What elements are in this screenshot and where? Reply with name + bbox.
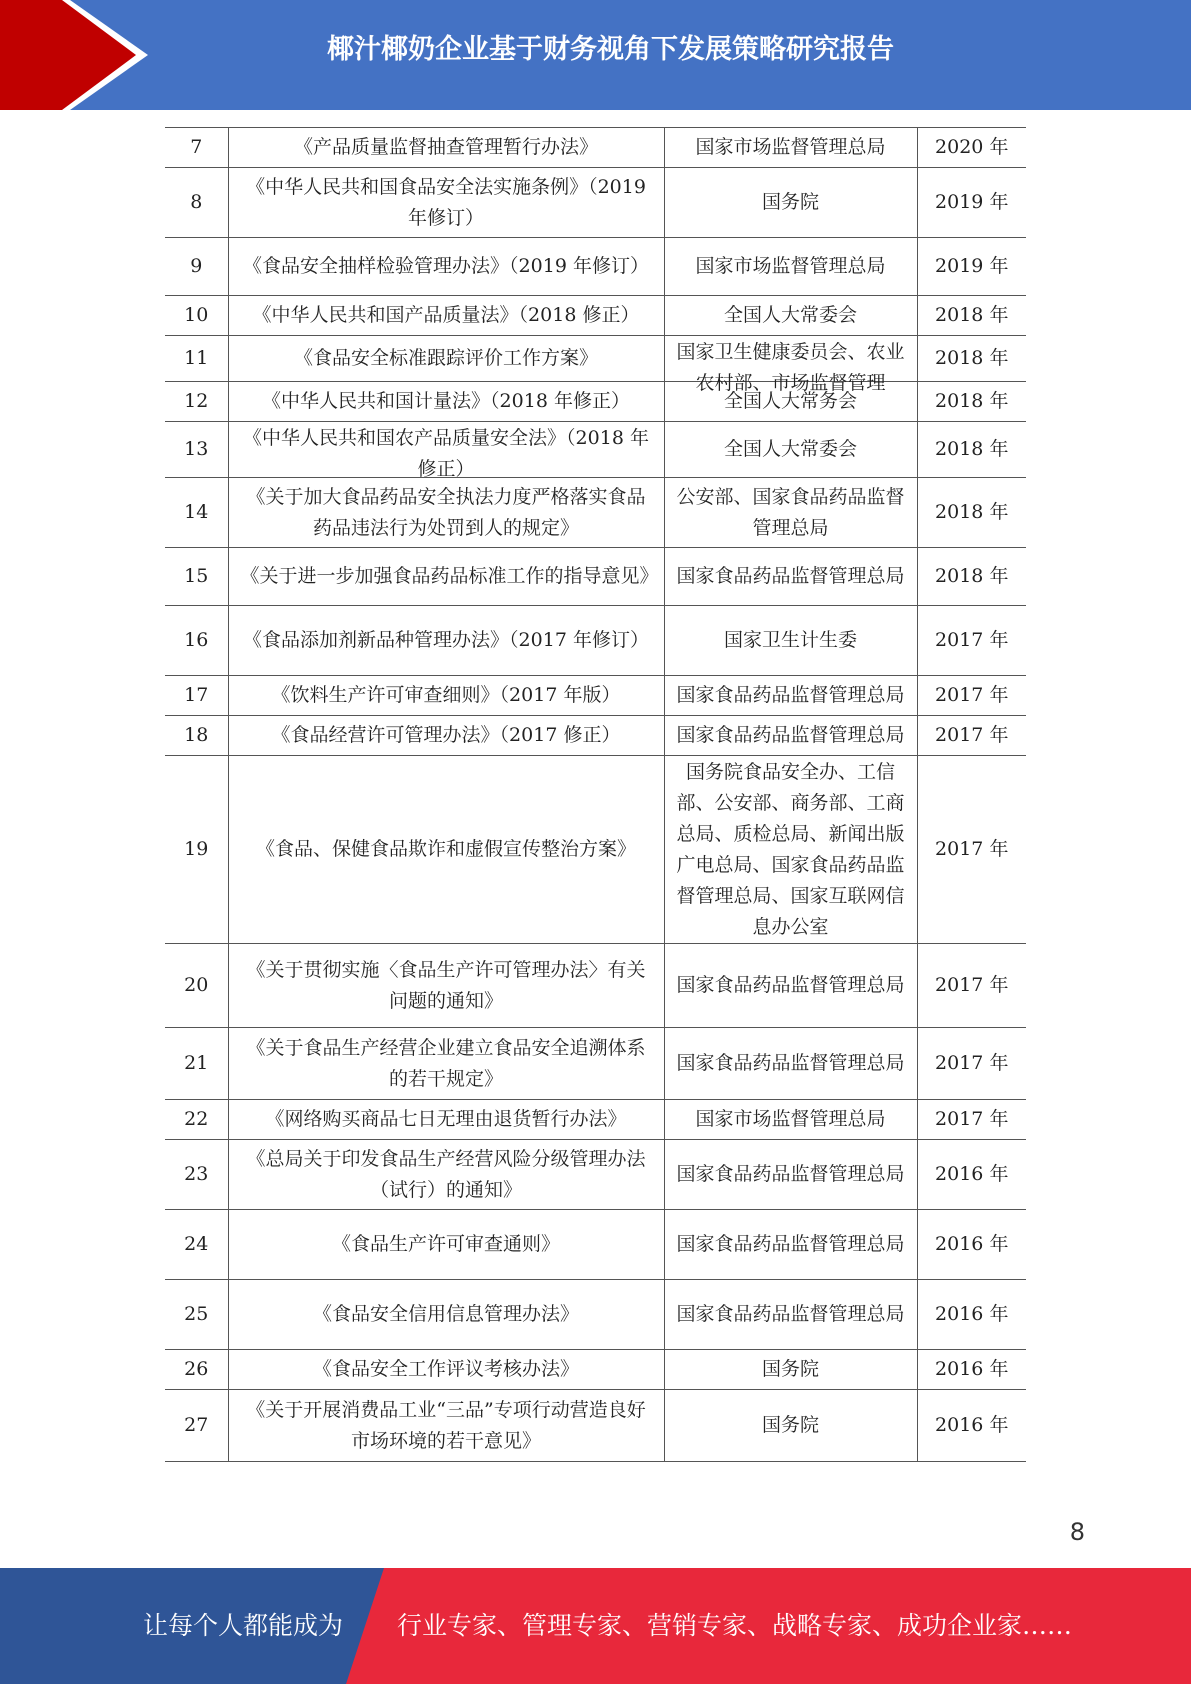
- regulation-name-cell: [228, 238, 664, 296]
- issuing-authority-cell-text: 国家食品药品监督管理总局: [676, 1233, 905, 1255]
- row-number-cell-text: 13: [184, 438, 209, 460]
- table-row: [165, 606, 1026, 676]
- issuing-authority-cell-text: 国务院: [761, 1414, 819, 1436]
- regulation-name-cell: [228, 478, 664, 548]
- table-row: [165, 716, 1026, 756]
- row-number-cell-text: 26: [184, 1358, 209, 1380]
- row-number-cell: [165, 716, 228, 756]
- regulation-name-cell-text: 《饮料生产许可审查细则》（2017 年版）: [271, 684, 621, 706]
- year-cell: [917, 1028, 1026, 1100]
- issuing-authority-cell-text: 国家食品药品监督管理总局: [676, 1052, 905, 1074]
- issuing-authority-cell: [664, 422, 917, 478]
- row-number-cell: [165, 382, 228, 422]
- row-number-cell-text: 12: [184, 390, 209, 412]
- regulation-name-cell: [228, 1140, 664, 1210]
- row-number-cell: [165, 944, 228, 1028]
- regulation-name-cell-text: 《食品安全工作评议考核办法》: [312, 1358, 579, 1380]
- issuing-authority-cell-text: 全国人大常务会: [723, 390, 857, 412]
- issuing-authority-cell-text: 全国人大常委会: [723, 304, 857, 326]
- year-cell-text: 2016 年: [935, 1233, 1009, 1255]
- year-cell-text: 2017 年: [935, 974, 1009, 996]
- year-cell: [917, 676, 1026, 716]
- row-number-cell-text: 19: [184, 838, 209, 860]
- issuing-authority-cell: [664, 296, 917, 336]
- regulation-name-cell: [228, 168, 664, 238]
- regulation-name-cell-text: 《食品安全信用信息管理办法》: [312, 1303, 579, 1325]
- regulation-name-cell-text: 《关于开展消费品工业“三品”专项行动营造良好市场环境的若干意见》: [246, 1398, 646, 1452]
- regulation-name-cell: [228, 1028, 664, 1100]
- regulation-name-cell: [228, 336, 664, 382]
- table-row: [165, 548, 1026, 606]
- year-cell: [917, 548, 1026, 606]
- year-cell: [917, 422, 1026, 478]
- year-cell-text: 2018 年: [935, 438, 1009, 460]
- regulation-name-cell-text: 《食品、保健食品欺诈和虚假宣传整治方案》: [255, 838, 636, 860]
- year-cell-text: 2019 年: [935, 255, 1009, 277]
- year-cell-text: 2018 年: [935, 304, 1009, 326]
- page-number: 8: [1069, 1518, 1085, 1546]
- regulation-name-cell-text: 《网络购买商品七日无理由退货暂行办法》: [265, 1108, 627, 1130]
- page-footer: [0, 1568, 1191, 1684]
- regulation-name-cell: [228, 676, 664, 716]
- issuing-authority-cell-text: 国务院: [761, 191, 819, 213]
- year-cell-text: 2018 年: [935, 390, 1009, 412]
- year-cell-text: 2018 年: [935, 501, 1009, 523]
- year-cell: [917, 1140, 1026, 1210]
- table-row: [165, 128, 1026, 168]
- row-number-cell: [165, 478, 228, 548]
- regulation-name-cell: [228, 422, 664, 478]
- year-cell: [917, 944, 1026, 1028]
- issuing-authority-cell: [664, 1210, 917, 1280]
- table-row: [165, 1210, 1026, 1280]
- row-number-cell-text: 10: [184, 304, 209, 326]
- row-number-cell: [165, 296, 228, 336]
- year-cell-text: 2016 年: [935, 1163, 1009, 1185]
- table-row: [165, 756, 1026, 944]
- issuing-authority-cell: [664, 238, 917, 296]
- regulation-name-cell-text: 《食品安全抽样检验管理办法》（2019 年修订）: [243, 255, 649, 277]
- row-number-cell: [165, 238, 228, 296]
- year-cell-text: 2018 年: [935, 347, 1009, 369]
- issuing-authority-cell: [664, 676, 917, 716]
- regulation-name-cell-text: 《关于加大食品药品安全执法力度严格落实食品药品违法行为处罚到人的规定》: [246, 485, 646, 539]
- row-number-cell: [165, 422, 228, 478]
- issuing-authority-cell: [664, 128, 917, 168]
- issuing-authority-cell-text: 国家食品药品监督管理总局: [676, 974, 905, 996]
- table-row: [165, 676, 1026, 716]
- table-row: [165, 296, 1026, 336]
- year-cell-text: 2016 年: [935, 1358, 1009, 1380]
- row-number-cell-text: 11: [184, 347, 209, 369]
- regulation-name-cell: [228, 128, 664, 168]
- table-row: [165, 168, 1026, 238]
- issuing-authority-cell: [664, 336, 917, 394]
- regulation-name-cell: [228, 944, 664, 1028]
- issuing-authority-cell-text: 国务院食品安全办、工信部、公安部、商务部、工商总局、质检总局、新闻出版广电总局、国家食品药品监督管理总局、国家互联网信息办公室: [676, 760, 905, 938]
- table-row: [165, 1390, 1026, 1462]
- year-cell: [917, 1210, 1026, 1280]
- issuing-authority-cell-text: 国务院: [761, 1358, 819, 1380]
- year-cell: [917, 1350, 1026, 1390]
- footer-slogan-left: 让每个人都能成为: [143, 1611, 344, 1640]
- issuing-authority-cell: [664, 1280, 917, 1350]
- row-number-cell-text: 27: [184, 1414, 209, 1436]
- regulation-name-cell: [228, 756, 664, 944]
- year-cell-text: 2017 年: [935, 629, 1009, 651]
- regulation-name-cell: [228, 1100, 664, 1140]
- issuing-authority-cell-text: 国家食品药品监督管理总局: [676, 1303, 905, 1325]
- issuing-authority-cell: [664, 478, 917, 548]
- row-number-cell-text: 25: [184, 1303, 209, 1325]
- issuing-authority-cell: [664, 1350, 917, 1390]
- issuing-authority-cell-text: 国家食品药品监督管理总局: [676, 565, 905, 587]
- table-row: [165, 382, 1026, 422]
- year-cell: [917, 296, 1026, 336]
- row-number-cell-text: 9: [190, 255, 203, 277]
- issuing-authority-cell-text: 国家市场监督管理总局: [695, 255, 886, 277]
- table-row: [165, 1140, 1026, 1210]
- issuing-authority-cell: [664, 1390, 917, 1462]
- row-number-cell-text: 14: [184, 501, 209, 523]
- table-row: [165, 944, 1026, 1028]
- page-header: [0, 0, 1191, 110]
- issuing-authority-cell: [664, 944, 917, 1028]
- table-row: [165, 1350, 1026, 1390]
- regulation-name-cell-text: 《食品生产许可审查通则》: [331, 1233, 560, 1255]
- row-number-cell: [165, 1100, 228, 1140]
- issuing-authority-cell-text: 国家卫生健康委员会、农业农村部、市场监督管理: [676, 340, 905, 394]
- regulation-name-cell-text: 《产品质量监督抽查管理暂行办法》: [293, 136, 598, 158]
- row-number-cell: [165, 606, 228, 676]
- row-number-cell-text: 8: [190, 191, 203, 213]
- year-cell-text: 2018 年: [935, 565, 1009, 587]
- regulation-name-cell-text: 《总局关于印发食品生产经营风险分级管理办法（试行）的通知》: [246, 1147, 646, 1201]
- row-number-cell-text: 23: [184, 1163, 209, 1185]
- year-cell-text: 2020 年: [935, 136, 1009, 158]
- issuing-authority-cell: [664, 1028, 917, 1100]
- year-cell-text: 2016 年: [935, 1414, 1009, 1436]
- regulation-name-cell-text: 《关于贯彻实施〈食品生产许可管理办法〉有关问题的通知》: [246, 958, 646, 1012]
- year-cell: [917, 128, 1026, 168]
- table-row: [165, 422, 1026, 478]
- year-cell: [917, 1280, 1026, 1350]
- row-number-cell-text: 7: [190, 136, 203, 158]
- regulation-name-cell: [228, 1210, 664, 1280]
- regulation-name-cell: [228, 716, 664, 756]
- row-number-cell-text: 15: [184, 565, 209, 587]
- year-cell: [917, 382, 1026, 422]
- year-cell-text: 2016 年: [935, 1303, 1009, 1325]
- table-row: [165, 1100, 1026, 1140]
- row-number-cell: [165, 756, 228, 944]
- table-row: [165, 336, 1026, 382]
- year-cell: [917, 168, 1026, 238]
- row-number-cell-text: 22: [184, 1108, 209, 1130]
- row-number-cell: [165, 1280, 228, 1350]
- issuing-authority-cell-text: 公安部、国家食品药品监督管理总局: [676, 485, 905, 539]
- row-number-cell: [165, 128, 228, 168]
- issuing-authority-cell: [664, 1140, 917, 1210]
- row-number-cell: [165, 676, 228, 716]
- issuing-authority-cell: [664, 606, 917, 676]
- year-cell-text: 2017 年: [935, 838, 1009, 860]
- row-number-cell-text: 18: [184, 724, 209, 746]
- table-row: [165, 1028, 1026, 1100]
- row-number-cell: [165, 168, 228, 238]
- issuing-authority-cell-text: 国家市场监督管理总局: [695, 136, 886, 158]
- year-cell: [917, 478, 1026, 548]
- regulation-name-cell-text: 《中华人民共和国产品质量法》（2018 修正）: [252, 304, 640, 326]
- table-row: [165, 478, 1026, 548]
- row-number-cell: [165, 1140, 228, 1210]
- year-cell: [917, 606, 1026, 676]
- regulation-name-cell: [228, 548, 664, 606]
- row-number-cell: [165, 1210, 228, 1280]
- issuing-authority-cell-text: 国家食品药品监督管理总局: [676, 1163, 905, 1185]
- issuing-authority-cell: [664, 168, 917, 238]
- regulation-name-cell: [228, 296, 664, 336]
- year-cell: [917, 1100, 1026, 1140]
- year-cell-text: 2017 年: [935, 724, 1009, 746]
- row-number-cell: [165, 1350, 228, 1390]
- issuing-authority-cell: [664, 1100, 917, 1140]
- footer-slogan-right: 行业专家、管理专家、营销专家、战略专家、成功企业家……: [397, 1611, 1073, 1640]
- issuing-authority-cell-text: 国家卫生计生委: [723, 629, 857, 651]
- issuing-authority-cell: [664, 716, 917, 756]
- regulation-name-cell-text: 《食品安全标准跟踪评价工作方案》: [293, 347, 598, 369]
- issuing-authority-cell-text: 国家食品药品监督管理总局: [676, 684, 905, 706]
- row-number-cell-text: 17: [184, 684, 209, 706]
- year-cell: [917, 336, 1026, 382]
- year-cell: [917, 716, 1026, 756]
- row-number-cell: [165, 548, 228, 606]
- regulation-name-cell: [228, 382, 664, 422]
- report-title: 椰汁椰奶企业基于财务视角下发展策略研究报告: [327, 34, 894, 65]
- table-row: [165, 238, 1026, 296]
- year-cell-text: 2017 年: [935, 684, 1009, 706]
- table-row: [165, 1280, 1026, 1350]
- issuing-authority-cell-text: 国家食品药品监督管理总局: [676, 724, 905, 746]
- year-cell: [917, 238, 1026, 296]
- regulation-name-cell-text: 《中华人民共和国农产品质量安全法》（2018 年修正）: [243, 426, 649, 480]
- issuing-authority-cell: [664, 756, 917, 944]
- issuing-authority-cell-text: 全国人大常委会: [723, 438, 857, 460]
- regulation-name-cell-text: 《食品经营许可管理办法》（2017 修正）: [271, 724, 621, 746]
- regulation-name-cell: [228, 606, 664, 676]
- issuing-authority-cell-text: 国家市场监督管理总局: [695, 1108, 886, 1130]
- regulation-name-cell: [228, 1390, 664, 1462]
- row-number-cell-text: 16: [184, 629, 209, 651]
- regulation-name-cell-text: 《食品添加剂新品种管理办法》（2017 年修订）: [243, 629, 649, 651]
- regulations-table: [165, 127, 1026, 1462]
- year-cell-text: 2019 年: [935, 191, 1009, 213]
- row-number-cell-text: 24: [184, 1233, 209, 1255]
- regulation-name-cell: [228, 1280, 664, 1350]
- year-cell: [917, 1390, 1026, 1462]
- regulation-name-cell-text: 《中华人民共和国食品安全法实施条例》（2019 年修订）: [246, 175, 646, 229]
- issuing-authority-cell: [664, 548, 917, 606]
- row-number-cell: [165, 1390, 228, 1462]
- regulation-name-cell-text: 《关于食品生产经营企业建立食品安全追溯体系的若干规定》: [246, 1036, 646, 1090]
- row-number-cell: [165, 336, 228, 382]
- regulation-name-cell: [228, 1350, 664, 1390]
- regulation-name-cell-text: 《关于进一步加强食品药品标准工作的指导意见》: [240, 565, 659, 587]
- row-number-cell-text: 20: [184, 974, 209, 996]
- regulation-name-cell-text: 《中华人民共和国计量法》（2018 年修正）: [262, 390, 630, 412]
- year-cell: [917, 756, 1026, 944]
- row-number-cell-text: 21: [184, 1052, 209, 1074]
- year-cell-text: 2017 年: [935, 1108, 1009, 1130]
- row-number-cell: [165, 1028, 228, 1100]
- year-cell-text: 2017 年: [935, 1052, 1009, 1074]
